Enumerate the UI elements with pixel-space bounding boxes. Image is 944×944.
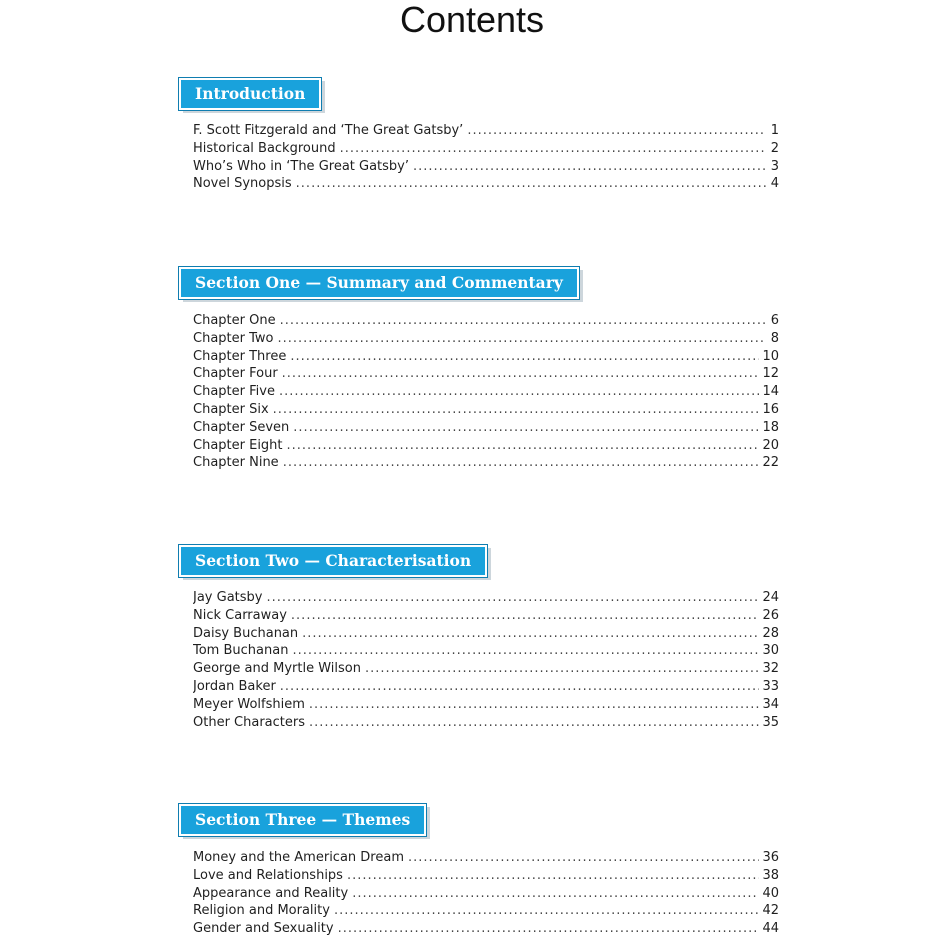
toc-entry[interactable] (193, 849, 779, 867)
section-banner (179, 78, 321, 110)
toc-dot-leader (279, 383, 760, 401)
toc-entry-page: 16 (762, 401, 779, 417)
toc-dot-leader (290, 348, 759, 366)
toc-entry-title: Chapter Eight (193, 437, 283, 453)
page-title: Contents (399, 0, 545, 40)
toc-dot-leader (266, 589, 759, 607)
toc-entry[interactable] (193, 365, 779, 383)
toc-entry-page: 2 (770, 140, 779, 156)
toc-entry-title: Daisy Buchanan (193, 625, 299, 641)
toc-entry[interactable] (193, 122, 779, 140)
toc-entry[interactable] (193, 330, 779, 348)
toc-entry-title: Chapter Six (193, 401, 269, 417)
toc-entry-page: 28 (762, 625, 779, 641)
toc-entry-title: Chapter Nine (193, 455, 279, 471)
toc-dot-leader (467, 122, 766, 140)
toc-dot-leader (280, 312, 766, 330)
toc-list (193, 312, 779, 472)
toc-entry-page: 1 (770, 123, 779, 138)
toc-entry-title: Chapter Two (193, 330, 274, 346)
toc-entry-page: 44 (762, 921, 779, 937)
toc-entry-page: 35 (762, 714, 779, 730)
toc-entry[interactable] (193, 140, 779, 158)
toc-entry[interactable] (193, 642, 779, 660)
toc-entry-title: Chapter Three (193, 348, 287, 364)
toc-entry[interactable] (193, 175, 779, 193)
toc-entry[interactable] (193, 437, 779, 455)
toc-entry-page: 26 (762, 607, 779, 623)
toc-entry-page: 38 (762, 867, 779, 883)
toc-entry-title: George and Myrtle Wilson (193, 661, 361, 677)
toc-entry-page: 33 (762, 678, 779, 694)
section-banner (179, 804, 426, 836)
toc-dot-leader (365, 660, 759, 678)
toc-dot-leader (283, 454, 760, 472)
toc-entry-page: 34 (762, 696, 779, 712)
toc-entry-page: 14 (762, 384, 779, 400)
toc-dot-leader (277, 330, 766, 348)
toc-entry-title: Novel Synopsis (193, 176, 292, 192)
toc-entry-page: 8 (770, 330, 779, 346)
toc-list (193, 589, 779, 731)
toc-entry[interactable] (193, 885, 779, 903)
toc-entry-title: Chapter Five (193, 384, 275, 400)
toc-dot-leader (273, 401, 760, 419)
toc-dot-leader (413, 158, 766, 176)
toc-entry-title: Chapter Four (193, 366, 278, 382)
toc-entry-title: Other Characters (193, 714, 305, 730)
toc-dot-leader (309, 696, 760, 714)
toc-dot-leader (338, 920, 760, 938)
toc-entry[interactable] (193, 419, 779, 437)
toc-entry[interactable] (193, 607, 779, 625)
toc-dot-leader (347, 867, 759, 885)
toc-entry-title: Historical Background (193, 140, 336, 156)
toc-entry-title: Jay Gatsby (193, 590, 263, 605)
toc-entry[interactable] (193, 589, 779, 607)
toc-dot-leader (302, 625, 759, 643)
toc-entry[interactable] (193, 312, 779, 330)
toc-entry[interactable] (193, 348, 779, 366)
toc-entry-title: Appearance and Reality (193, 885, 349, 901)
section-heading: Section One — Summary and Commentary (179, 267, 579, 299)
toc-entry[interactable] (193, 401, 779, 419)
section-heading: Section Three — Themes (179, 804, 426, 836)
toc-entry[interactable] (193, 696, 779, 714)
toc-entry-page: 20 (762, 437, 779, 453)
toc-dot-leader (293, 419, 759, 437)
toc-dot-leader (291, 607, 760, 625)
toc-entry[interactable] (193, 902, 779, 920)
toc-entry-page: 40 (762, 885, 779, 901)
section-heading: Introduction (179, 78, 321, 110)
toc-entry-title: Jordan Baker (193, 678, 276, 694)
section-banner (179, 267, 579, 299)
toc-entry[interactable] (193, 158, 779, 176)
toc-entry-title: Tom Buchanan (193, 643, 289, 659)
toc-dot-leader (352, 885, 759, 903)
toc-entry-page: 18 (762, 419, 779, 435)
toc-entry-page: 10 (762, 348, 779, 364)
toc-dot-leader (340, 140, 766, 158)
toc-entry[interactable] (193, 454, 779, 472)
toc-entry[interactable] (193, 383, 779, 401)
toc-entry-page: 3 (770, 158, 779, 174)
toc-dot-leader (408, 849, 759, 867)
toc-entry[interactable] (193, 714, 779, 732)
toc-entry-title: Chapter Seven (193, 419, 290, 435)
toc-entry[interactable] (193, 660, 779, 678)
toc-entry-page: 12 (762, 366, 779, 382)
toc-entry-page: 36 (762, 850, 779, 865)
toc-entry-title: Nick Carraway (193, 607, 287, 623)
toc-dot-leader (292, 642, 759, 660)
toc-entry-title: Religion and Morality (193, 903, 330, 919)
toc-entry-title: Love and Relationships (193, 867, 343, 883)
toc-entry-page: 4 (770, 176, 779, 192)
toc-entry-title: Gender and Sexuality (193, 921, 334, 937)
toc-entry[interactable] (193, 867, 779, 885)
toc-entry-page: 6 (770, 313, 779, 328)
toc-entry-title: Money and the American Dream (193, 850, 404, 865)
toc-entry-title: Chapter One (193, 313, 276, 328)
toc-entry[interactable] (193, 625, 779, 643)
section-heading: Section Two — Characterisation (179, 545, 487, 577)
toc-entry-page: 42 (762, 903, 779, 919)
toc-dot-leader (280, 678, 760, 696)
toc-entry-title: F. Scott Fitzgerald and ‘The Great Gatsby’ (193, 123, 464, 138)
toc-entry[interactable] (193, 678, 779, 696)
toc-entry-page: 30 (762, 643, 779, 659)
toc-entry-page: 22 (762, 455, 779, 471)
toc-entry-page: 24 (762, 590, 779, 605)
toc-entry-title: Meyer Wolfshiem (193, 696, 305, 712)
toc-list (193, 849, 779, 938)
toc-list (193, 122, 779, 193)
toc-entry-title: Who’s Who in ‘The Great Gatsby’ (193, 158, 410, 174)
section-banner (179, 545, 487, 577)
toc-dot-leader (287, 437, 760, 455)
toc-dot-leader (309, 714, 759, 732)
toc-dot-leader (296, 175, 766, 193)
toc-dot-leader (282, 365, 760, 383)
toc-dot-leader (334, 902, 760, 920)
toc-entry[interactable] (193, 920, 779, 938)
toc-entry-page: 32 (762, 661, 779, 677)
